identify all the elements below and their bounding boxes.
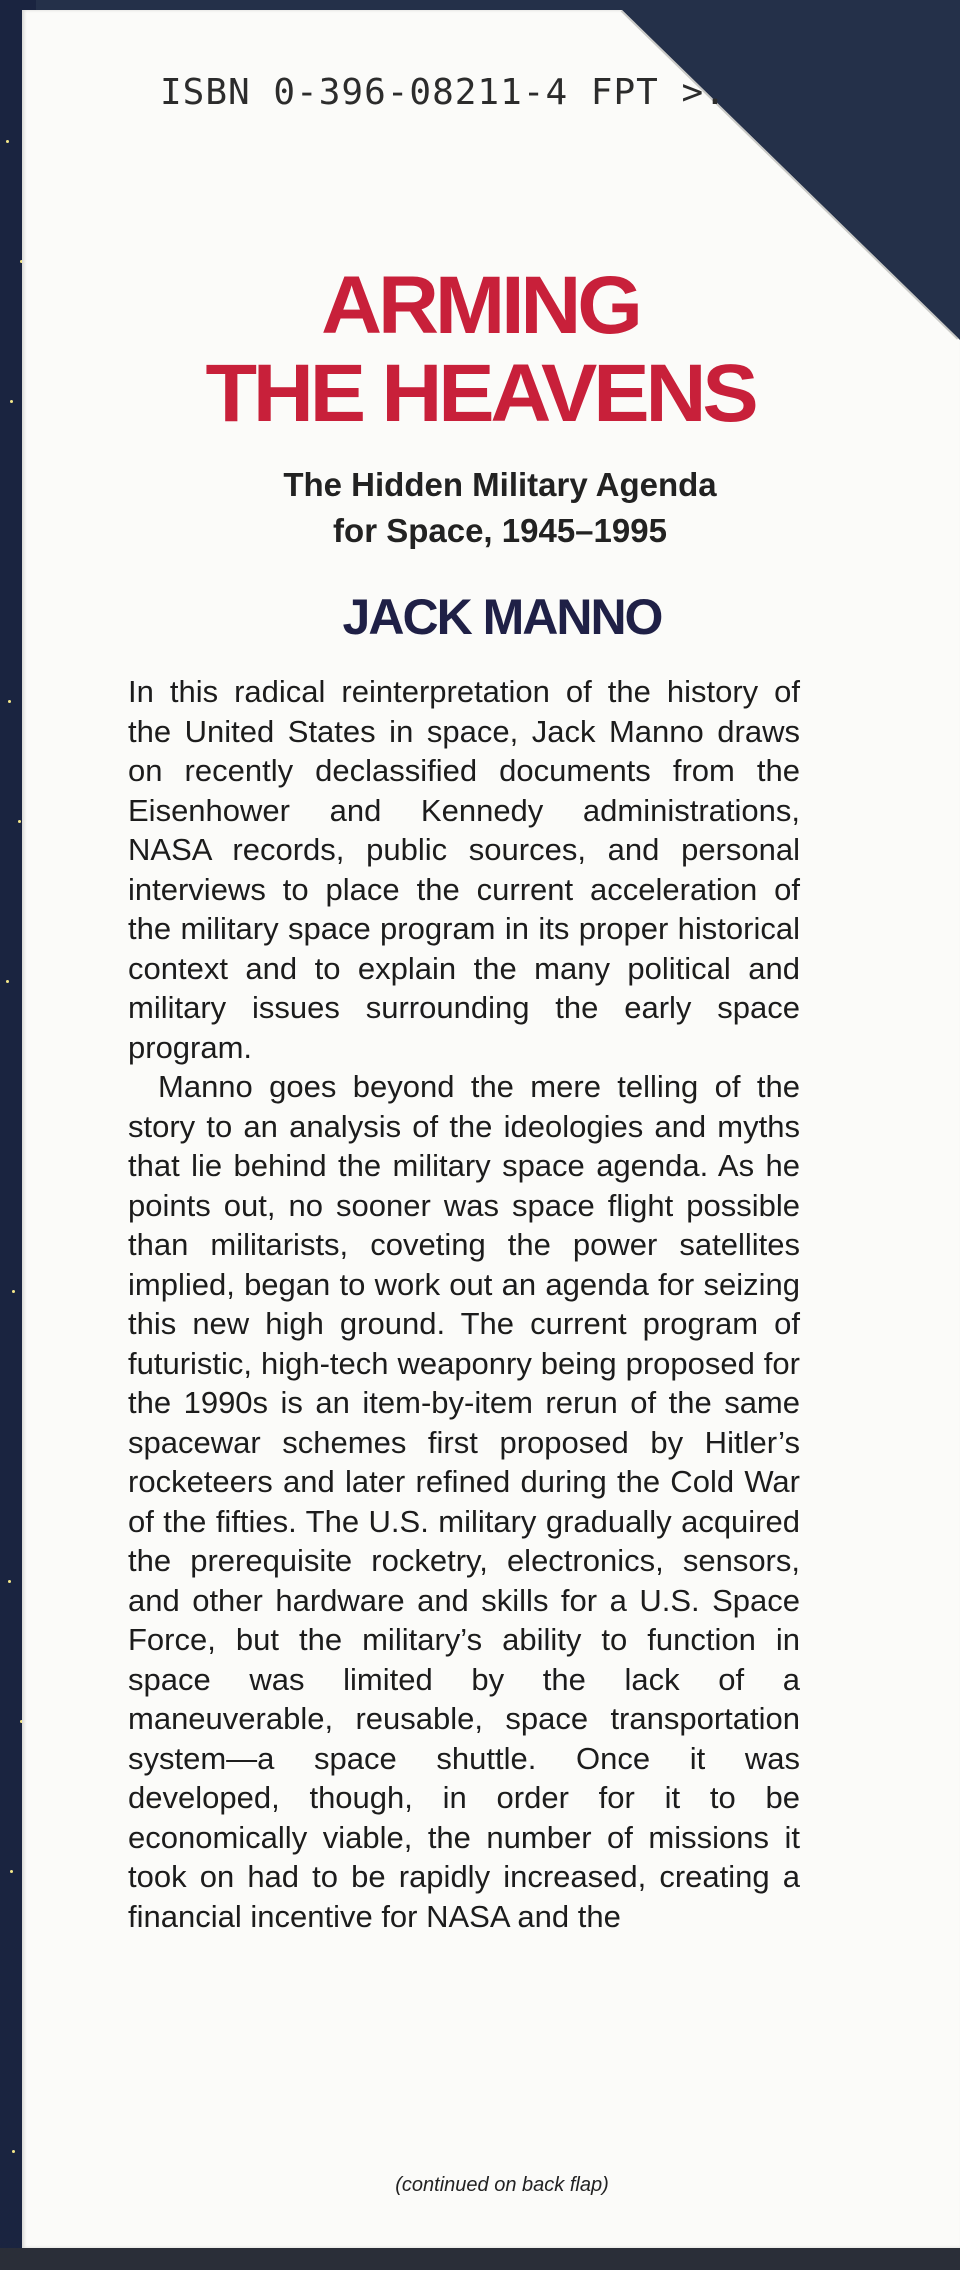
isbn-price-line: ISBN 0-396-08211-4 FPT >.	[160, 72, 727, 113]
star-speck	[6, 980, 9, 983]
flap-paragraph-1: In this radical reinterpretation of the history of the United States in space, Jack Manno draws on recently declassified documents from the Eisenhower and Kennedy administrations, NASA records, public sources, and personal interviews to place the current acceleration of the military space program in its proper historical context and to explain the many political and military issues surrounding the early space program.	[128, 674, 800, 1065]
star-speck	[6, 140, 9, 143]
continued-note: (continued on back flap)	[395, 2174, 609, 2196]
scan-bottom-edge	[0, 2248, 960, 2270]
book-subtitle-line-2: for Space, 1945–1995	[333, 512, 667, 549]
star-speck	[8, 700, 11, 703]
star-speck	[8, 1580, 11, 1583]
book-title	[0, 262, 960, 438]
star-speck	[12, 2150, 15, 2153]
book-subtitle	[0, 462, 960, 554]
flap-copy	[128, 672, 800, 1936]
book-subtitle-line-1: The Hidden Military Agenda	[283, 466, 717, 503]
star-speck	[10, 1870, 13, 1873]
author-name: JACK MANNO	[342, 589, 662, 645]
book-title-line-2: THE HEAVENS	[205, 348, 755, 439]
star-speck	[12, 1290, 15, 1293]
book-title-line-1: ARMING	[321, 260, 639, 351]
flap-paragraph-2: Manno goes beyond the mere telling of the story to an analysis of the ideologies and myths that lie behind the military space agenda. As he points out, no sooner was space flight possible than militarists, coveting the power satellites implied, began to work out an agenda for seizing this new high ground. The current program of futuristic, high-tech weaponry being proposed for the 1990s is an item-by-item rerun of the same spacewar schemes first proposed by Hitler’s rocketeers and later refined during the Cold War of the fifties. The U.S. military gradually acquired the prerequisite rocketry, electronics, sensors, and other hardware and skills for a U.S. Space Force, but the military’s ability to function in space was limited by the lack of a maneuverable, reusable, space transportation system—a space shuttle. Once it was developed, though, in order for it to be economically viable, the number of missions it took on had to be rapidly increased, creating a financial incentive for NASA and the	[128, 1069, 800, 1934]
star-speck	[18, 820, 21, 823]
